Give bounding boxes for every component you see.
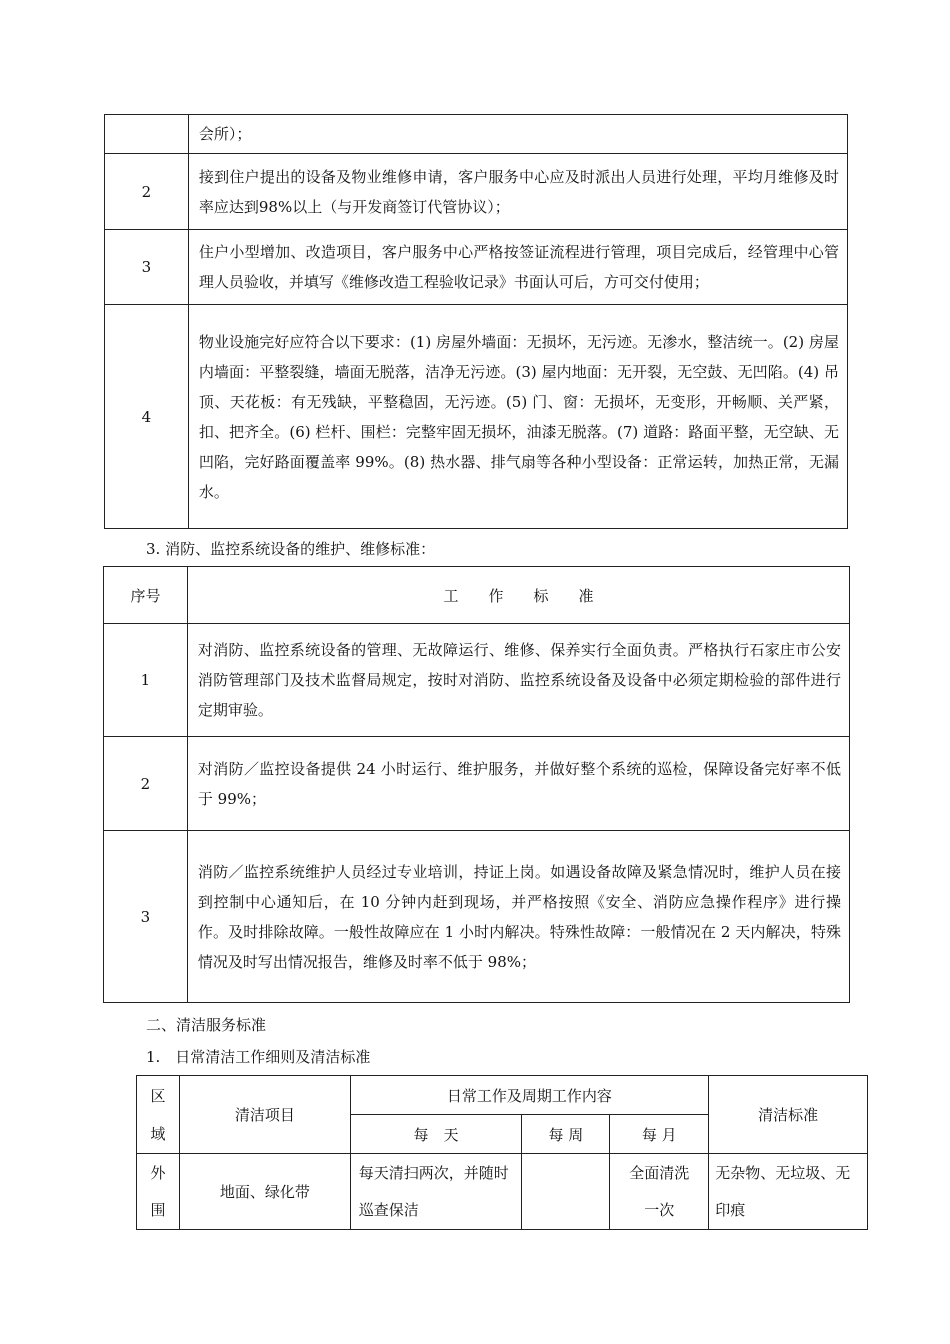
table-header-row [104,567,850,624]
row-number: 3 [105,230,189,305]
table-row [104,831,850,1003]
fire-monitoring-standards-table [103,566,850,1003]
table-row [104,737,850,831]
maintenance-table-continued [104,114,848,529]
row-number: 3 [104,831,188,1003]
row-text: 会所）； [188,115,847,154]
row-text: 对消防／监控设备提供 24 小时运行、维护服务，并做好整个系统的巡检，保障设备完好率不低于 99%； [187,737,849,831]
subsection-heading: 1. 日常清洁工作细则及清洁标准 [146,1048,371,1066]
row-number: 2 [105,154,189,230]
cell-daily: 每天清扫两次，并随时巡查保洁 [350,1154,522,1230]
table-header-row [137,1076,868,1115]
cell-area: 外围 [137,1154,180,1230]
table-row [105,115,848,154]
column-header-weekly: 每 周 [522,1115,610,1154]
cell-weekly [522,1154,610,1230]
cell-monthly: 全面清洗一次 [610,1154,709,1230]
column-header-work: 日常工作及周期工作内容 [350,1076,709,1115]
cell-standard: 无杂物、无垃圾、无印痕 [709,1154,868,1230]
row-number: 4 [105,305,189,529]
column-header-number: 序号 [104,567,188,624]
column-header-standard: 清洁标准 [709,1076,868,1154]
column-header-area: 区域 [137,1076,180,1154]
row-text: 物业设施完好应符合以下要求：(1) 房屋外墙面：无损坏，无污迹。无渗水，整洁统一。(2) 房屋内墙面：平整裂缝，墙面无脱落，洁净无污迹。(3) 屋内地面：无开裂，无空鼓、无凹陷。(4) 吊顶、天花板：有无残缺，平整稳固，无污迹。(5) 门、窗：无损坏，无变形，开畅顺、关严紧，扣、把齐全。(6) 栏杆、围栏：完整牢固无损坏，油漆无脱落。(7) 道路：路面平整，无空缺、无凹陷，完好路面覆盖率 99%。(8) 热水器、排气扇等各种小型设备：正常运转，加热正常，无漏水。 [188,305,847,529]
column-header-monthly: 每 月 [610,1115,709,1154]
row-number: 2 [104,737,188,831]
table-row [105,154,848,230]
section-heading: 3. 消防、监控系统设备的维护、维修标准： [146,540,436,558]
column-header-daily: 每 天 [350,1115,522,1154]
row-text: 对消防、监控系统设备的管理、无故障运行、维修、保养实行全面负责。严格执行石家庄市公安消防管理部门及技术监督局规定，按时对消防、监控系统设备及设备中必须定期检验的部件进行定期审验。 [187,624,849,737]
table-row [105,305,848,529]
row-number: 1 [104,624,188,737]
column-header-item: 清洁项目 [179,1076,350,1154]
row-text: 消防／监控系统维护人员经过专业培训，持证上岗。如遇设备故障及紧急情况时，维护人员在接到控制中心通知后，在 10 分钟内赶到现场，并严格按照《安全、消防应急操作程序》进行操作。及时排除故障。一般性故障应在 1 小时内解决。特殊性故障：一般情况在 2 天内解决，特殊情况及时写出情况报告，维修及时率不低于 98%； [187,831,849,1003]
cell-item: 地面、绿化带 [179,1154,350,1230]
row-text: 住户小型增加、改造项目，客户服务中心严格按签证流程进行管理，项目完成后，经管理中心管理人员验收，并填写《维修改造工程验收记录》书面认可后，方可交付使用； [188,230,847,305]
table-row [105,230,848,305]
row-text: 接到住户提出的设备及物业维修申请，客户服务中心应及时派出人员进行处理，平均月维修及时率应达到98%以上（与开发商签订代管协议）； [188,154,847,230]
column-header-standard: 工 作 标 准 [187,567,849,624]
row-number [105,115,189,154]
table-row [104,624,850,737]
cleaning-standards-table [136,1075,868,1230]
section-heading: 二、清洁服务标准 [146,1016,267,1034]
table-row [137,1154,868,1230]
